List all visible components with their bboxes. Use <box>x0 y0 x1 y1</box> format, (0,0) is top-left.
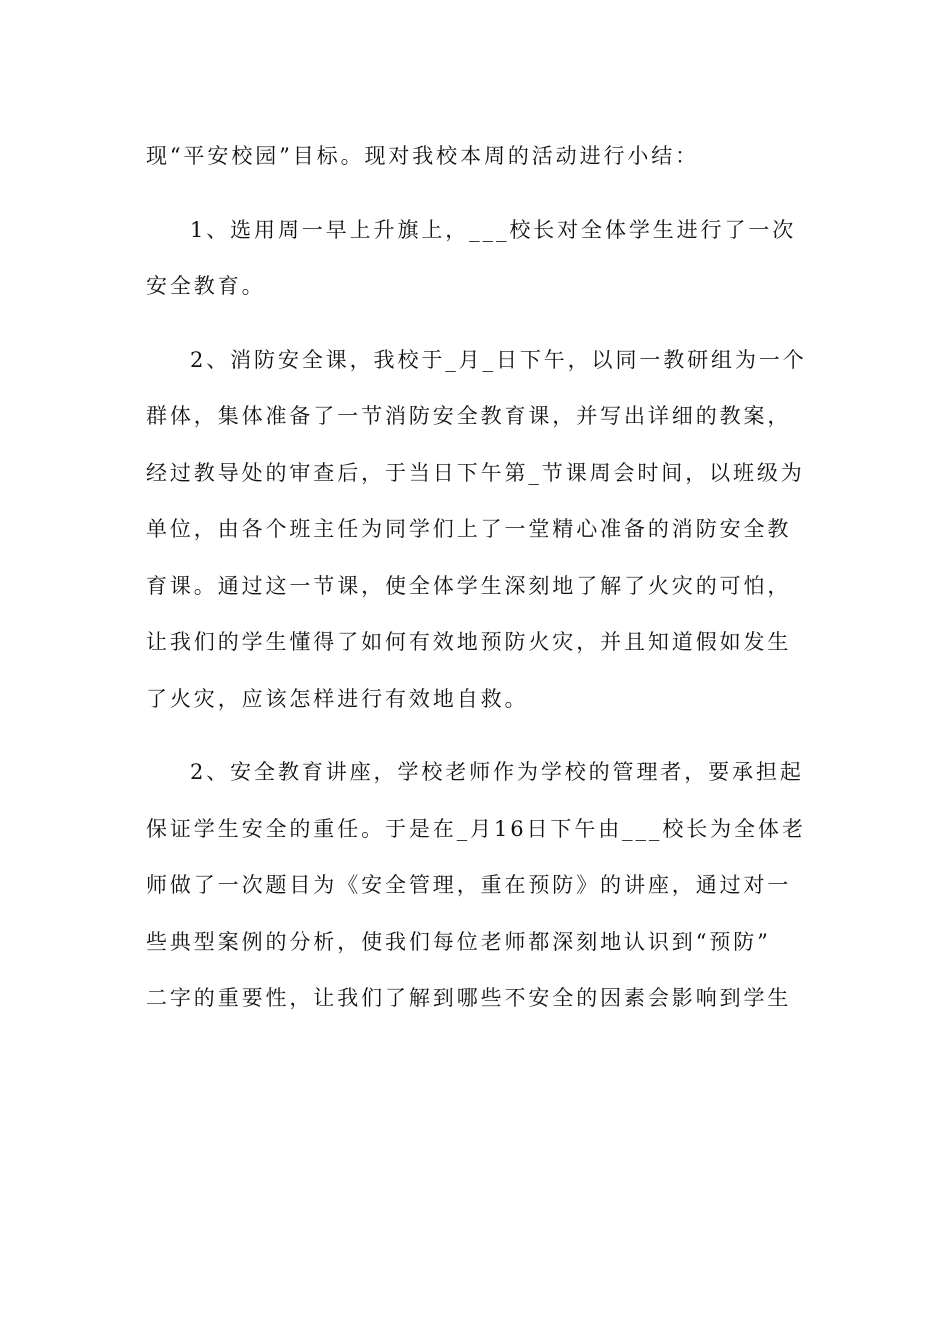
paragraph-gap <box>146 727 808 744</box>
body-line: 现“平安校园”目标。现对我校本周的活动进行小结： <box>146 144 700 168</box>
body-line: 二字的重要性，让我们了解到哪些不安全的因素会影响到学生 <box>146 986 792 1010</box>
body-line: 些典型案例的分析，使我们每位老师都深刻地认识到“预防” <box>146 929 771 954</box>
body-line: 单位，由各个班主任为同学们上了一堂精心准备的消防安全教 <box>146 517 792 541</box>
body-line: 师做了一次题目为《安全管理，重在预防》的讲座，通过对一 <box>146 873 792 897</box>
paragraph-gap <box>146 185 808 202</box>
body-line: 让我们的学生懂得了如何有效地预防火灾，并且知道假如发生 <box>146 630 792 654</box>
paragraph-1-first-line: 1、选用周一早上升旗上，___校长对全体学生进行了一次 <box>190 217 797 242</box>
body-line: 经过教导处的审查后，于当日下午第_节课周会时间，以班级为 <box>146 460 805 485</box>
document-body <box>146 128 808 1027</box>
paragraph-gap <box>146 315 808 332</box>
body-line: 群体，集体准备了一节消防安全教育课，并写出详细的教案， <box>146 404 792 428</box>
body-line: 育课。通过这一节课，使全体学生深刻地了解了火灾的可怕， <box>146 573 792 598</box>
paragraph-3-first-line: 2、安全教育讲座，学校老师作为学校的管理者，要承担起 <box>190 760 804 784</box>
body-line: 保证学生安全的重任。于是在_月16日下午由___校长为全体老 <box>146 816 806 841</box>
paragraph-2-first-line: 2、消防安全课，我校于_月_日下午，以同一教研组为一个 <box>190 347 807 372</box>
body-line: 安全教育。 <box>146 274 266 298</box>
body-line: 了火灾，应该怎样进行有效地自救。 <box>146 686 529 711</box>
